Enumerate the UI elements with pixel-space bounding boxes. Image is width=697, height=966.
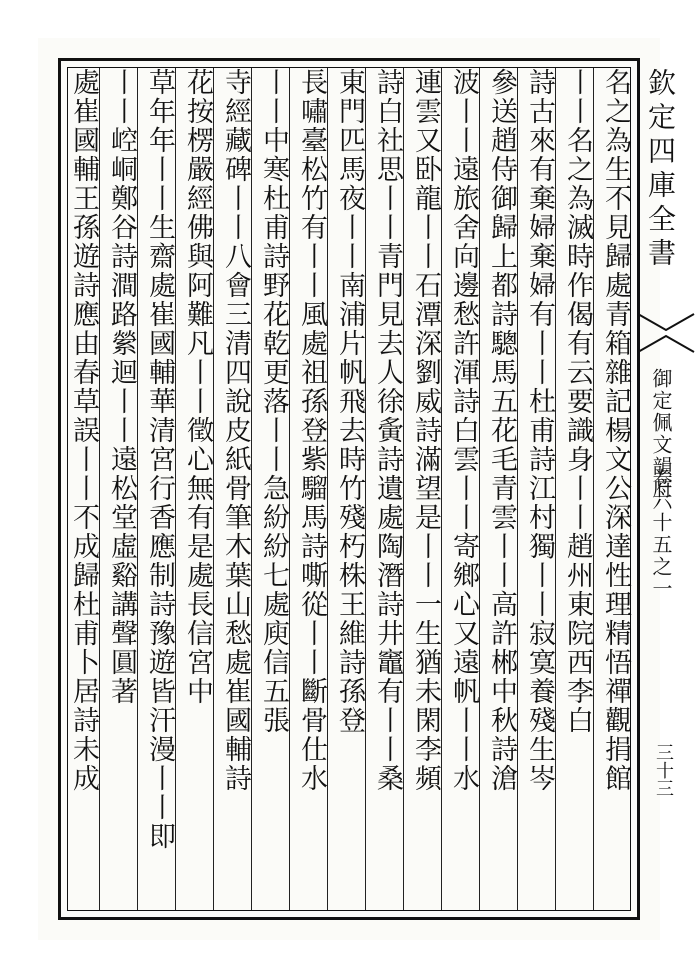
fishtail-mark [636, 308, 696, 358]
text-column-9: 長嘯臺松竹有丨丨風處祖孫登紫騮馬詩嘶從丨丨斷骨仕水 [296, 68, 327, 793]
text-column-3: 詩古來有棄婦棄婦有丨丨杜甫詩江村獨丨丨寂寞養殘生岑 [524, 68, 555, 793]
text-column-12: 花按楞嚴經佛與阿難凡丨丨徵心無有是處長信宮中 [182, 68, 213, 706]
volume-label: 卷六十五之一 [649, 468, 673, 600]
text-column-14: 丨丨崆峒鄭谷詩澗路縈迴丨丨遠松堂虛谿講聲圓著 [106, 68, 137, 706]
text-column-15: 處崔國輔王孫遊詩應由春草誤丨丨不成歸杜甫卜居詩未成 [68, 68, 99, 793]
text-column-8: 東門匹馬夜丨丨南浦片帆飛去時竹殘朽株王維詩孫登 [334, 68, 365, 735]
section-title: 御定佩文韻府 [649, 368, 673, 500]
text-column-1: 名之為生不見歸處青箱雜記楊文公深達性理精悟禪觀捐館 [600, 68, 631, 793]
folio-number: 三十三 [653, 743, 674, 797]
text-column-4: 參送趙侍御歸上都詩驄馬五花毛青雲丨丨高許郴中秋詩滄 [486, 68, 517, 793]
book-header-title: 欽定四庫全書 [644, 68, 677, 272]
text-column-5: 波丨丨遠旅舍向邊愁許渾詩白雲丨丨寄鄉心又遠帆丨丨水 [448, 68, 479, 793]
text-column-10: 丨丨中寒杜甫詩野花乾更落丨丨急紛紛七處庾信五張 [258, 68, 289, 735]
text-column-13: 草年年丨丨生齋處崔國輔華清宮行香應制詩豫遊皆汗漫丨丨即 [144, 68, 175, 851]
text-column-7: 詩白社思丨丨青門見去人徐夤詩遺處陶潛詩井竈有丨丨桑 [372, 68, 403, 793]
text-column-2: 丨丨名之為滅時作偈有云要識身丨丨趙州東院西李白 [562, 68, 593, 735]
book-page [38, 38, 677, 940]
text-column-11: 寺經藏碑丨丨八會三清四說皮紙骨筆木葉山愁處崔國輔詩 [220, 68, 251, 793]
text-column-6: 連雲又卧龍丨丨石潭深劉威詩滿望是丨丨一生猶未閑李頻 [410, 68, 441, 793]
